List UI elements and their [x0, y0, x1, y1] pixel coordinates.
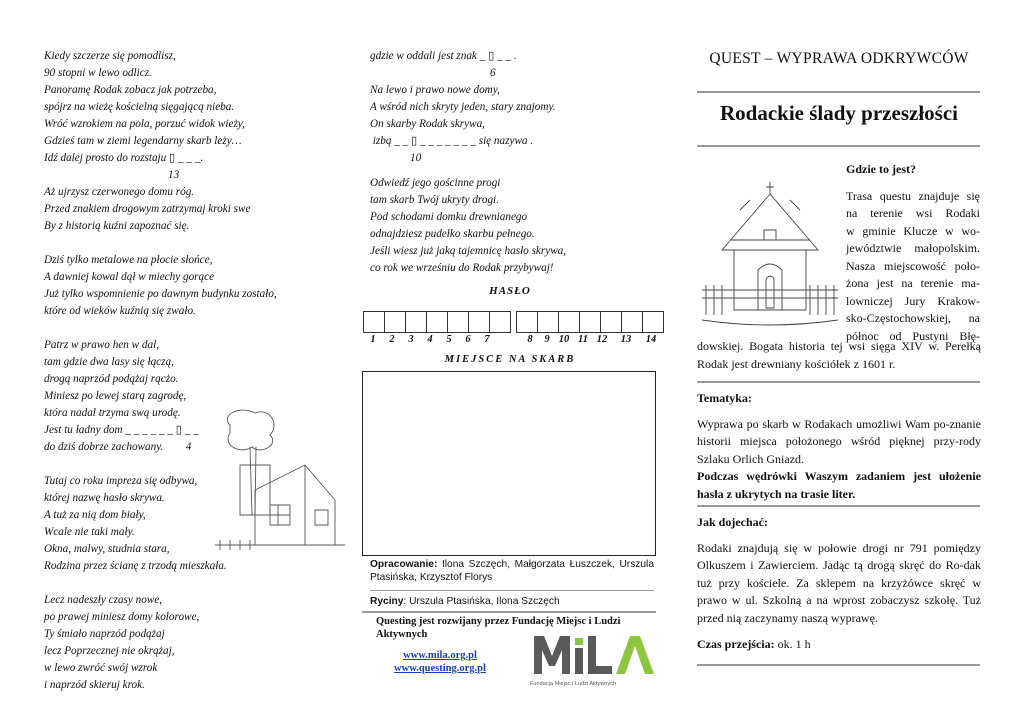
text-line: Trasa questu znajduje się: [846, 188, 980, 203]
poem-line: spójrz na wieżę kościelną sięgającą nieba.: [44, 101, 235, 113]
poem-line: A tuż za nią dom biały,: [44, 509, 146, 521]
text-line: sko-Częstochowskiej, na: [846, 311, 980, 325]
text-line: na terenie wsi Rodaki: [846, 206, 980, 220]
poem-line: w lewo zwróć swój wzrok: [44, 662, 158, 674]
foundation-info: [370, 615, 621, 675]
foundation-line: Questing jest rozwijany przez Fundację Miejsc i Ludzi Aktywnych: [376, 616, 621, 640]
password-boxes-group-2: [516, 311, 663, 333]
credits-value: : Urszula Ptasińska, Ilona Szczęch: [403, 596, 560, 607]
poem-line: On skarby Rodak skrywa,: [370, 118, 485, 130]
box-number: 1: [370, 334, 376, 345]
poem-stanza-2: [44, 184, 344, 235]
poem-line: Okna, malwy, studnia stara,: [44, 543, 170, 555]
poem-line: do dziś dobrze zachowany. 4: [44, 441, 192, 453]
letter-box[interactable]: [642, 311, 664, 333]
credits: [370, 558, 654, 608]
box-number: 3: [408, 334, 414, 345]
poem-column-1: [44, 48, 344, 694]
divider: [370, 590, 654, 591]
poem-line: Jeśli wiesz już jaką tajemnicę hasło skrywa,: [370, 245, 567, 257]
text-line: Nasza miejscowość poło-: [846, 258, 980, 273]
time-label: Czas przejścia:: [697, 637, 775, 651]
poem-line: Panoramę Rodak zobacz jak potrzeba,: [44, 84, 217, 96]
access-section: [697, 514, 981, 654]
letter-box[interactable]: [600, 311, 622, 333]
poem-line: po prawej miniesz domy kolorowe,: [44, 611, 200, 623]
poem-line: Kiedy szczerze się pomodlisz,: [44, 50, 176, 62]
poem-line: co rok we wrześniu do Rodak przybywaj!: [370, 262, 554, 274]
poem-stanza-3: [44, 252, 344, 320]
box-number: 11: [578, 334, 588, 345]
letter-box[interactable]: [363, 311, 385, 333]
poem-line: drogą naprzód podążaj rącżo.: [44, 373, 179, 385]
poem-line: Gdzieś tam w ziemi legendarny skarb leży…: [44, 135, 242, 147]
credits-value: Ilona Szczęch, Małgorzata Łuszczek, Urszula Ptasińska, Krzysztof Florys: [370, 559, 654, 583]
poem-line: By z historią kuźni zapoznać się.: [44, 220, 190, 232]
house-sketch-illustration: [210, 405, 350, 555]
letter-box[interactable]: [537, 311, 559, 333]
access-text: Rodaki znajdują się w połowie drogi nr 791 pomiędzy Olkuszem i Zawierciem. Jadąc tą drogą skręć do Ro-dak tuż przy kościele. Za sklepem na krzyżówce skręć w prawo w ul. Szkolną a na wprost zobaczysz szkołę. Tuż przed nią zaczynamy naszą wyprawę.: [697, 540, 981, 625]
box-number: 12: [596, 334, 608, 345]
topic-text: Wyprawa po skarb w Rodakach umożliwi Wam po-znanie historii miejsca położonego wśród pięknej przy-rody Szlaku Orlich Gniazd.: [697, 416, 981, 466]
text-line: żona jest na terenie ma-: [846, 276, 980, 290]
divider: [697, 664, 980, 666]
box-number: 2: [389, 334, 395, 345]
main-title: Rodackie ślady przeszłości: [720, 101, 958, 125]
time-line: [697, 636, 981, 654]
poem-line: Lecz nadeszły czasy nowe,: [44, 594, 163, 606]
poem-stanza-6: [44, 592, 344, 694]
letter-box[interactable]: [426, 311, 448, 333]
letter-box[interactable]: [558, 311, 580, 333]
poem-line: Odwiedź jego gościnne progi: [370, 177, 501, 189]
church-illustration: [700, 180, 840, 335]
mila-logo-graphic: [530, 632, 660, 677]
where-heading: Gdzie to jest?: [846, 162, 916, 176]
box-number: 10: [558, 334, 570, 345]
poem-line: Wcale nie taki mały.: [44, 526, 135, 538]
poem-line: Rodzina przez ścianę z trzodą mieszkała.: [44, 560, 227, 572]
box-number: 8: [527, 334, 533, 345]
poem-line: Już tylko wspomnienie po dawnym budynku zostało,: [44, 288, 277, 300]
mila-logo: [530, 632, 660, 687]
password-boxes-group-1: [363, 311, 510, 333]
mila-logo-subtitle: Fundacja Miejsc i Ludzi Aktywnych: [530, 681, 617, 687]
poem-line: które od wieków kuźnią się zwało.: [44, 305, 196, 317]
letter-number: 6: [490, 67, 496, 79]
poem-line: Idź dalej prosto do rozstaju ▯ _ _ _.: [44, 152, 204, 164]
box-number: 14: [645, 334, 657, 345]
divider: [362, 611, 656, 613]
poem-c2-stanza-1: [370, 48, 660, 82]
letter-box[interactable]: [468, 311, 490, 333]
quest-title: QUEST – WYPRAWA ODKRYWCÓW: [709, 50, 969, 67]
poem-line: tam gdzie dwa lasy się łączą,: [44, 356, 174, 368]
box-number: 13: [620, 334, 632, 345]
where-text-lines: [846, 188, 980, 346]
letter-box[interactable]: [447, 311, 469, 333]
poem-line: której nazwę hasło skrywa.: [44, 492, 165, 504]
topic-section: [697, 390, 981, 503]
poem-column-2: [370, 48, 660, 277]
poem-line: tam skarb Twój ukryty drogi.: [370, 194, 499, 206]
poem-line: Patrz w prawo hen w dal,: [44, 339, 159, 351]
poem-line: lecz Poprzecznej nie okrążaj,: [44, 645, 175, 657]
mila-link[interactable]: www.mila.org.pl: [403, 650, 477, 661]
credits-label: Opracowanie:: [370, 559, 438, 570]
topic-task-text: Podczas wędrówki Waszym zadaniem jest ułożenie hasła z ukrytych na trasie liter.: [697, 469, 981, 501]
letter-box[interactable]: [579, 311, 601, 333]
poem-stanza-1: [44, 48, 344, 184]
credits-illustrations: [370, 595, 654, 608]
poem-line: która nadal trzyma swą urodę.: [44, 407, 181, 419]
letter-box[interactable]: [489, 311, 511, 333]
poem-line: gdzie w oddali jest znak _ ▯ _ _ .: [370, 50, 517, 62]
letter-box[interactable]: [621, 311, 643, 333]
box-number: 9: [544, 334, 550, 345]
credits-label: Ryciny: [370, 596, 404, 607]
password-title: HASŁO: [489, 285, 531, 297]
poem-line: Ty śmiało naprzód podążaj: [44, 628, 165, 640]
poem-line: Jest tu ładny dom _ _ _ _ _ _ ▯ _ _: [44, 424, 199, 436]
box-number: 6: [465, 334, 471, 345]
topic-heading: Tematyka:: [697, 391, 752, 405]
treasure-place-box[interactable]: [362, 371, 656, 556]
treasure-place-title: MIEJSCE NA SKARB: [444, 354, 576, 365]
letter-number: 13: [168, 169, 180, 181]
poem-line: Dziś tylko metalowe na płocie słońce,: [44, 254, 213, 266]
poem-c2-stanza-3: [370, 175, 660, 277]
text-line: jewództwie małopolskim.: [846, 241, 980, 255]
poem-line: Wróć wzrokiem na pola, porzuć widok wieży,: [44, 118, 245, 130]
box-number: 7: [484, 334, 490, 345]
poem-line: i naprzód skieruj krok.: [44, 679, 145, 691]
text-line: lowniczej Jury Krakow-: [846, 293, 980, 308]
poem-line: Na lewo i prawo nowe domy,: [370, 84, 500, 96]
credits-authors: [370, 558, 654, 584]
text-line: w gminie Klucze w wo-: [846, 223, 980, 238]
poem-line: Pod schodami domku drewnianego: [370, 211, 528, 223]
access-heading: Jak dojechać:: [697, 515, 768, 529]
poem-line: 90 stopni w lewo odlicz.: [44, 67, 152, 79]
poem-line: Przed znakiem drogowym zatrzymaj kroki swe: [44, 203, 251, 215]
where-text-full: dowskiej. Bogata historia tej wsi sięga XIV w. Perełką Rodak jest drewniany kościółek z 1601 r.: [697, 339, 981, 371]
divider: [697, 145, 980, 147]
letter-number: 10: [410, 152, 422, 164]
box-number: 5: [446, 334, 452, 345]
poem-line: A dawniej kowal dął w miechy gorące: [44, 271, 215, 283]
divider: [697, 381, 980, 383]
divider: [697, 91, 980, 93]
where-section-wrap: [846, 161, 980, 345]
questing-link[interactable]: www.questing.org.pl: [394, 663, 486, 674]
text-line: północ od Pustyni Błę-: [846, 328, 980, 343]
poem-c2-stanza-2: [370, 82, 660, 167]
poem-line: Aż ujrzysz czerwonego domu róg.: [44, 186, 195, 198]
poem-line: Tutaj co roku impreza się odbywa,: [44, 475, 198, 487]
letter-box[interactable]: [384, 311, 406, 333]
letter-box[interactable]: [516, 311, 538, 333]
divider: [697, 505, 980, 507]
box-number: 4: [427, 334, 433, 345]
poem-line: Miniesz po lewej starą zagrodę,: [44, 390, 187, 402]
poem-line: odnajdziesz pudełko skarbu pełnego.: [370, 228, 535, 240]
time-value: ok. 1 h: [774, 637, 811, 651]
poem-line: A wśród nich skryty jeden, stary znajomy.: [370, 101, 556, 113]
poem-line: izbą _ _ ▯ _ _ _ _ _ _ _ się nazywa .: [370, 135, 534, 147]
letter-box[interactable]: [405, 311, 427, 333]
